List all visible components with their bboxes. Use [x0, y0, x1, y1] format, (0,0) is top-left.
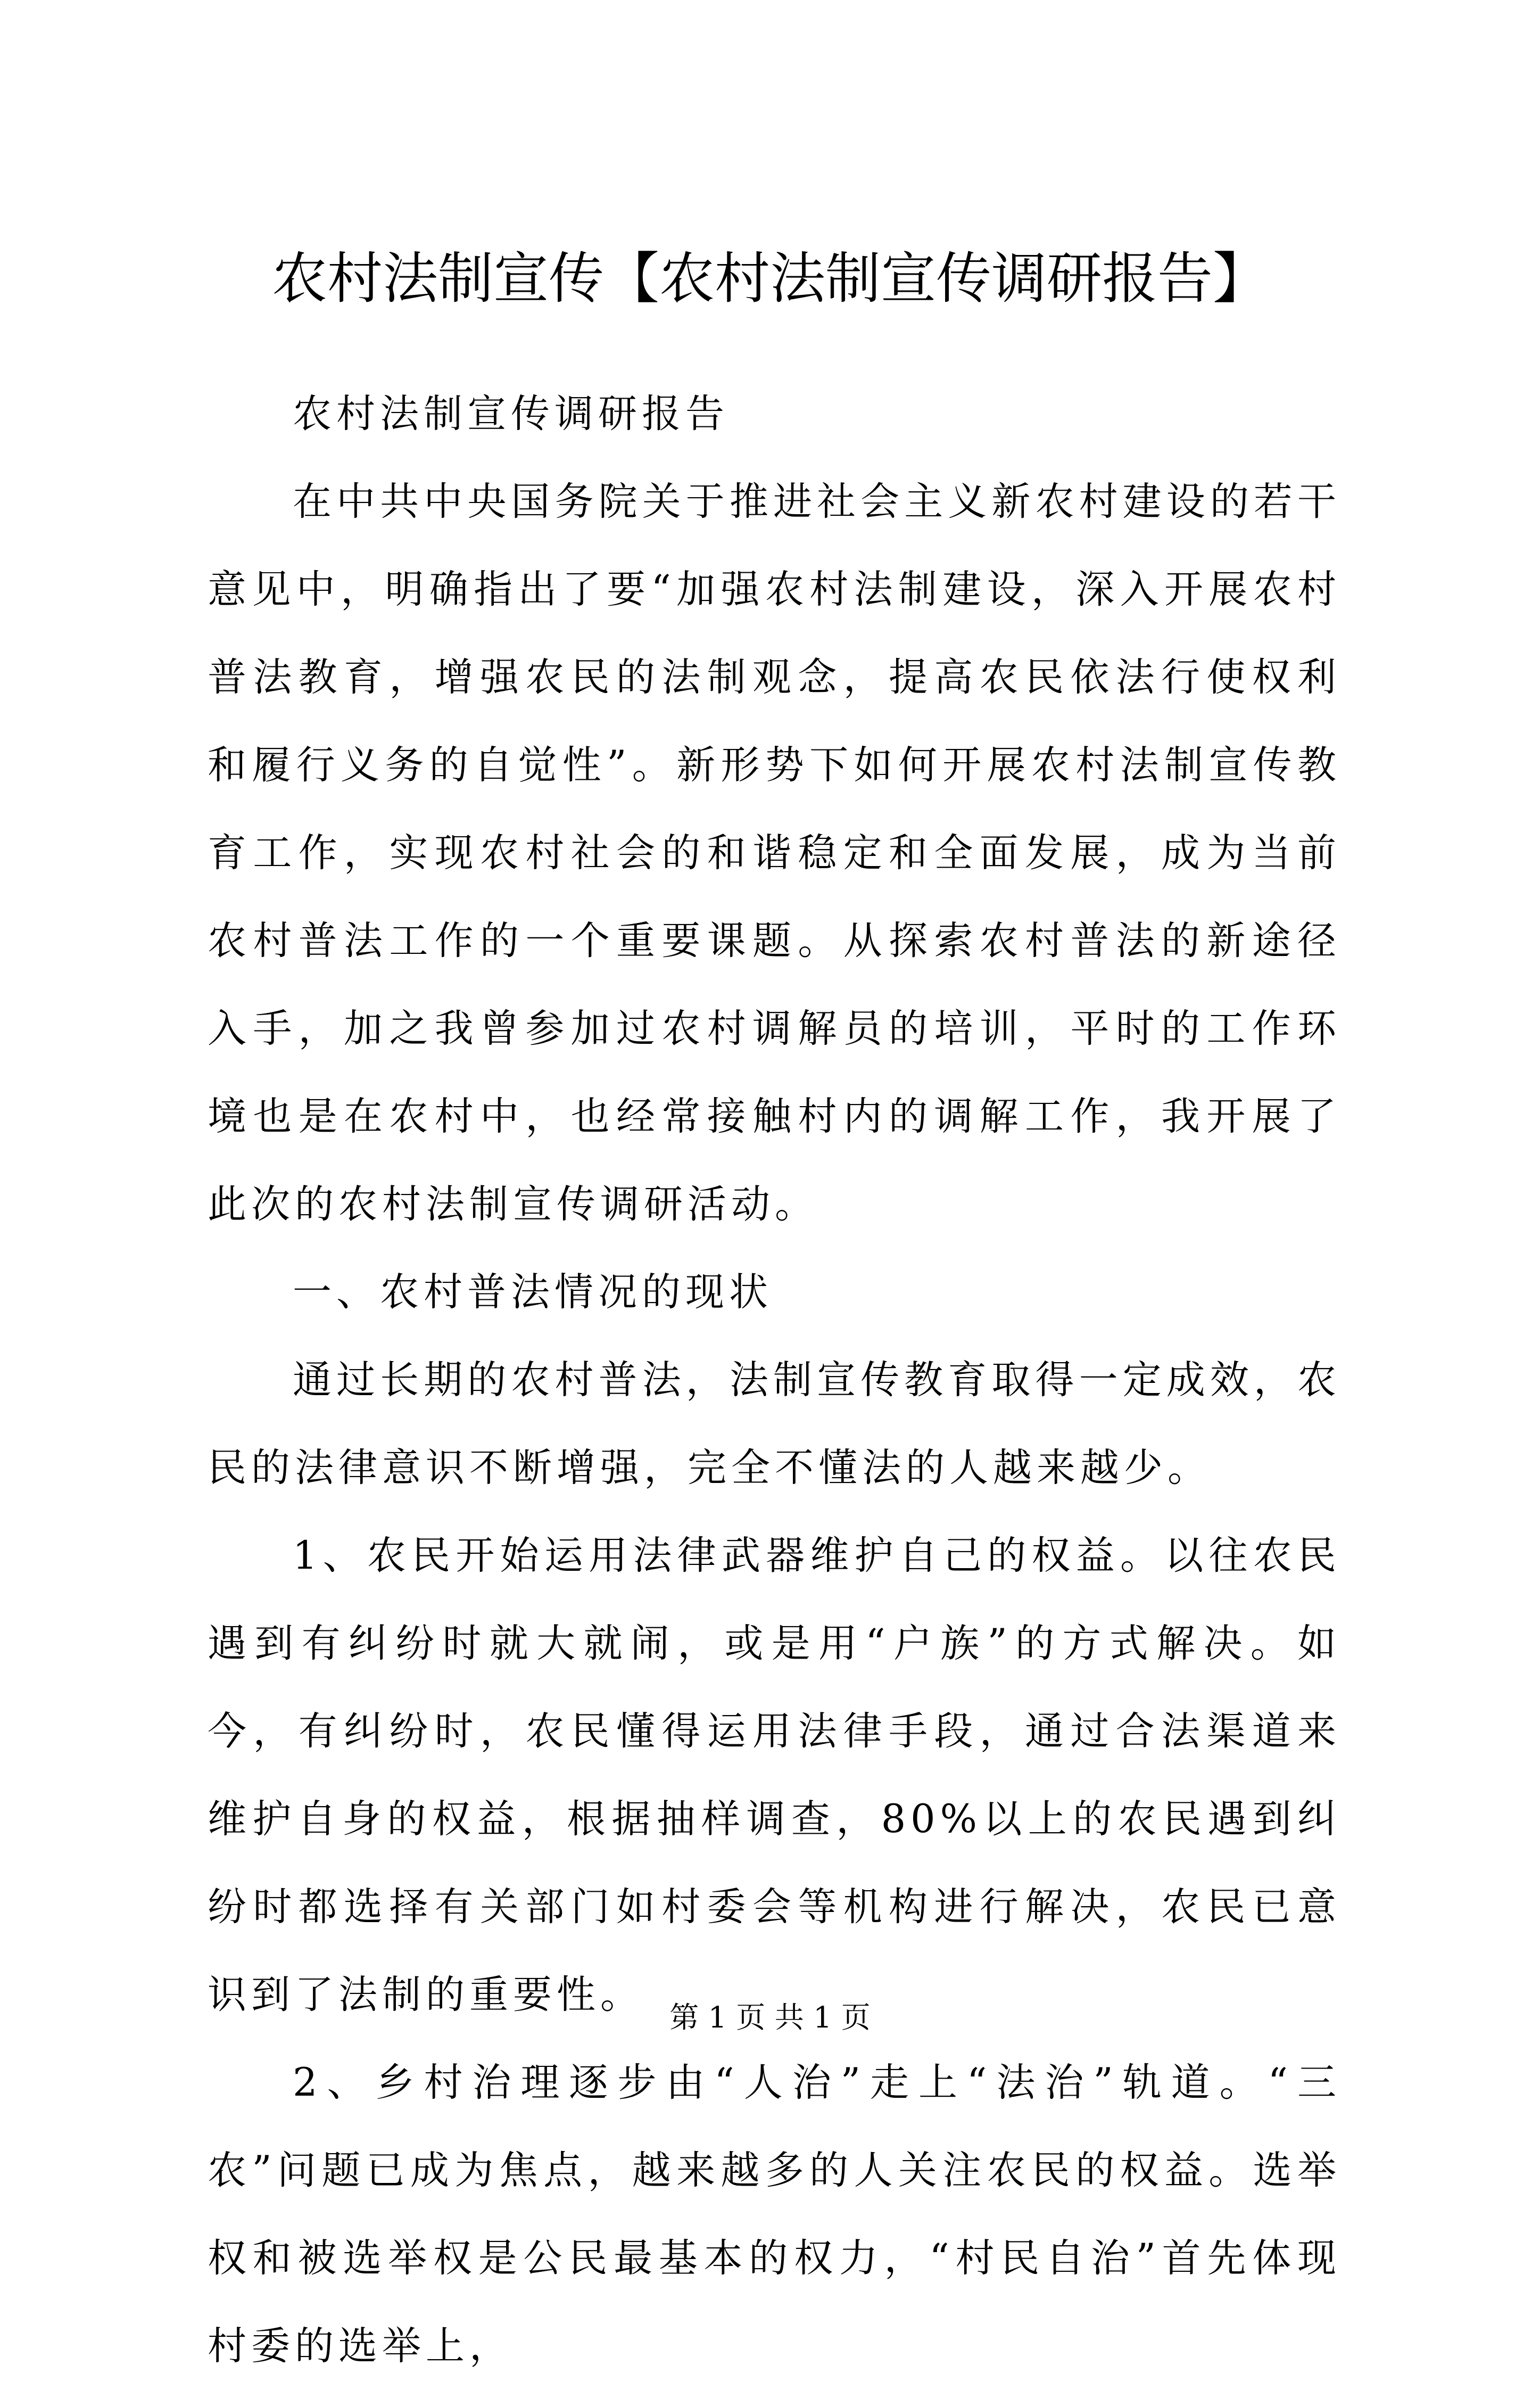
page-number-footer: 第 1 页 共 1 页	[669, 2000, 871, 2034]
document-title: 农村法制宣传【农村法制宣传调研报告】	[271, 246, 1268, 311]
intro-paragraph: 在中共中央国务院关于推进社会主义新农村建设的若干意见中，明确指出了要“加强农村法制建设，深入开展农村普法教育，增强农民的法制观念，提高农民依法行使权利和履行义务的自觉性”。新形势下如何开展农村法制宣传教育工作，实现农村社会的和谐稳定和全面发展，成为当前农村普法工作的一个重要课题。从探索农村普法的新途径入手，加之我曾参加过农村调解员的培训，平时的工作环境也是在农村中，也经常接触村内的调解工作，我开展了此次的农村法制宣传调研活动。	[208, 479, 1341, 1227]
document-body	[208, 370, 1341, 2390]
subtitle-paragraph: 农村法制宣传调研报告	[293, 391, 729, 436]
body-paragraph: 通过长期的农村普法，法制宣传教育取得一定成效，农民的法律意识不断增强，完全不懂法的人越来越少。	[208, 1357, 1341, 1490]
body-paragraph: 2、乡村治理逐步由“人治”走上“法治”轨道。“三农”问题已成为焦点，越来越多的人关注农民的权益。选举权和被选举权是公民最基本的权力，“村民自治”首先体现村委的选举上，	[208, 2060, 1341, 2369]
section-heading: 一、农村普法情况的现状	[293, 1270, 773, 1315]
body-paragraph: 1、农民开始运用法律武器维护自己的权益。以往农民遇到有纠纷时就大就闹，或是用“户族”的方式解决。如今，有纠纷时，农民懂得运用法律手段，通过合法渠道来维护自身的权益，根据抽样调查，80%以上的农民遇到纠纷时都选择有关部门如村委会等机构进行解决，农民已意识到了法制的重要性。	[208, 1533, 1341, 2017]
